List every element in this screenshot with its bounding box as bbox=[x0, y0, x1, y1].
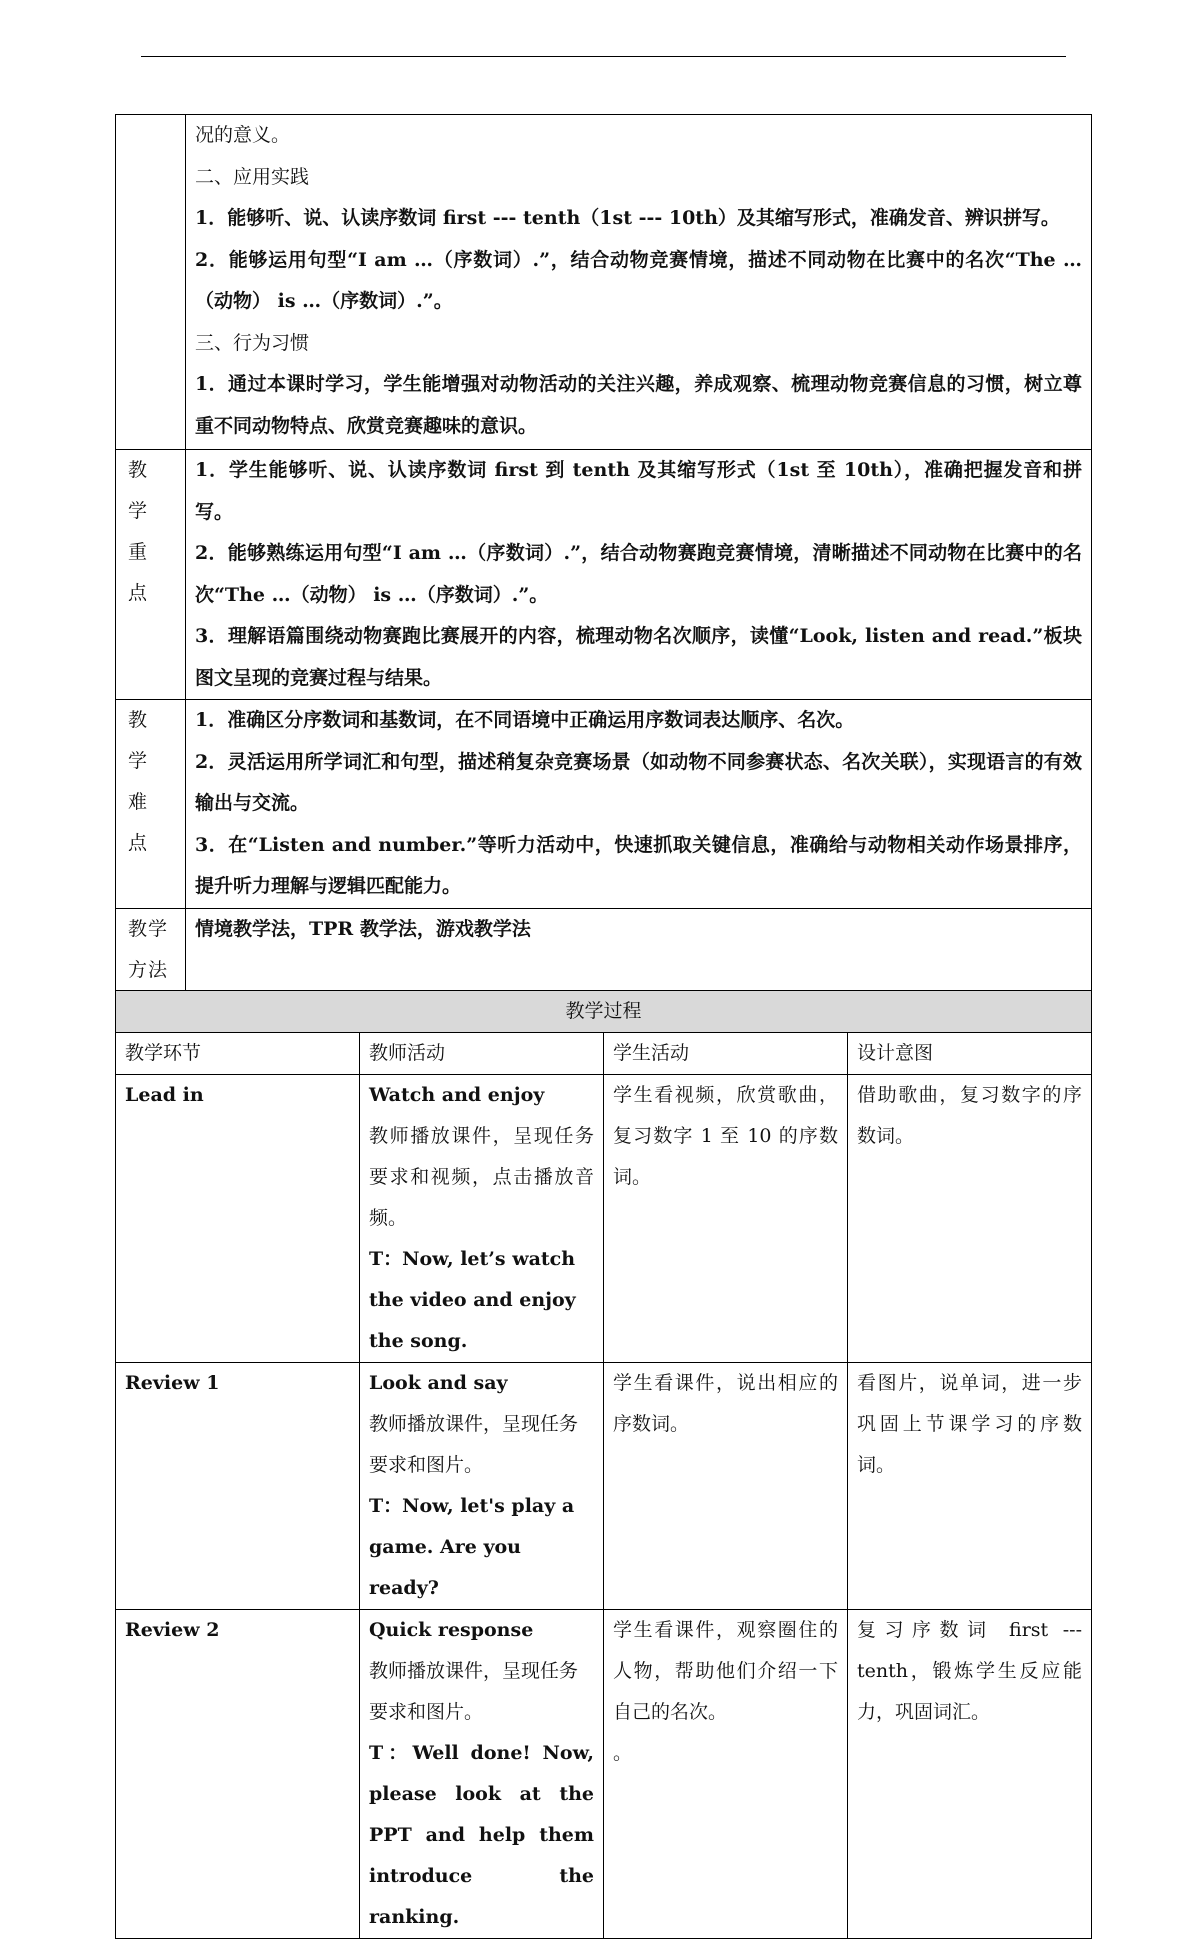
objective-line: 1．通过本课时学习，学生能增强对动物活动的关注兴趣，养成观察、梳理动物竞赛信息的习惯，树立尊重不同动物特点、欣赏竞赛趣味的意识。 bbox=[195, 373, 1082, 437]
student-activity-cell bbox=[604, 1610, 848, 1939]
activity-title: Watch and enjoy bbox=[369, 1084, 545, 1106]
teacher-activity-cell bbox=[360, 1610, 604, 1939]
methods-text: 情境教学法，TPR 教学法，游戏教学法 bbox=[195, 917, 531, 940]
stage-cell: Review 1 bbox=[116, 1363, 360, 1610]
difficulty-item: 3．在“Listen and number.”等听力活动中，快速抓取关键信息，准确给与动物相关动作场景排序，提升听力理解与逻辑匹配能力。 bbox=[195, 833, 1082, 897]
student-activity-cell: 学生看课件，说出相应的序数词。 bbox=[604, 1363, 848, 1610]
objective-heading: 三、行为习惯 bbox=[195, 331, 310, 354]
header-teacher: 教师活动 bbox=[360, 1033, 604, 1075]
objective-line: 况的意义。 bbox=[195, 124, 291, 146]
header-stage: 教学环节 bbox=[116, 1033, 360, 1075]
intent-cell: 复习序数词 first --- tenth，锻炼学生反应能力，巩固词汇。 bbox=[848, 1610, 1092, 1939]
stage-cell: Review 2 bbox=[116, 1610, 360, 1939]
difficulties-cell bbox=[186, 700, 1092, 909]
activity-dialog: T：Now, let's play a game. Are you ready? bbox=[369, 1495, 575, 1599]
student-activity-text: 学生看课件，观察圈住的人物，帮助他们介绍一下自己的名次。 bbox=[613, 1619, 838, 1723]
activity-dialog: T：Well done! Now, please look at the PPT and help them introduce the ranking. bbox=[369, 1742, 594, 1928]
activity-title: Quick response bbox=[369, 1619, 534, 1641]
activity-desc: 教师播放课件，呈现任务要求和图片。 bbox=[369, 1413, 579, 1476]
key-points-label: 教学重点 bbox=[116, 450, 186, 700]
table-row bbox=[116, 1363, 1092, 1610]
activity-desc: 教师播放课件，呈现任务要求和视频，点击播放音频。 bbox=[369, 1125, 594, 1229]
objectives-table bbox=[115, 114, 1092, 995]
key-point-item: 2．能够熟练运用句型“I am …（序数词）.”，结合动物赛跑竞赛情境，清晰描述不同动物在比赛中的名次“The …（动物） is …（序数词）.”。 bbox=[195, 542, 1082, 606]
header-student: 学生活动 bbox=[604, 1033, 848, 1075]
methods-cell bbox=[186, 908, 1092, 994]
table-row bbox=[116, 1610, 1092, 1939]
teacher-activity-cell bbox=[360, 1363, 604, 1610]
key-point-item: 1．学生能够听、说、认读序数词 first 到 tenth 及其缩写形式（1st 至 10th），准确把握发音和拼写。 bbox=[195, 459, 1082, 523]
difficulty-item: 1．准确区分序数词和基数词，在不同语境中正确运用序数词表达顺序、名次。 bbox=[195, 709, 855, 731]
intent-cell: 看图片，说单词，进一步巩固上节课学习的序数词。 bbox=[848, 1363, 1092, 1610]
objective-line: 1．能够听、说、认读序数词 first --- tenth（1st --- 10th）及其缩写形式，准确发音、辨识拼写。 bbox=[195, 207, 1060, 229]
key-point-item: 3．理解语篇围绕动物赛跑比赛展开的内容，梳理动物名次顺序，读懂“Look, listen and read.”板块图文呈现的竞赛过程与结果。 bbox=[195, 625, 1082, 689]
methods-label: 教学方法 bbox=[116, 908, 186, 994]
intent-cell: 借助歌曲，复习数字的序数词。 bbox=[848, 1075, 1092, 1363]
key-points-cell bbox=[186, 450, 1092, 700]
activity-title: Look and say bbox=[369, 1372, 508, 1394]
header-rule bbox=[141, 56, 1066, 57]
student-activity-extra: 。 bbox=[613, 1742, 633, 1764]
objectives-continuation-cell bbox=[186, 115, 1092, 450]
objective-heading: 二、应用实践 bbox=[195, 165, 310, 188]
stage-cell: Lead in bbox=[116, 1075, 360, 1363]
process-title: 教学过程 bbox=[116, 991, 1092, 1033]
teacher-activity-cell bbox=[360, 1075, 604, 1363]
activity-desc: 教师播放课件，呈现任务要求和图片。 bbox=[369, 1660, 579, 1723]
difficulties-label: 教学难点 bbox=[116, 700, 186, 909]
continuation-label-cell bbox=[116, 115, 186, 450]
header-intent: 设计意图 bbox=[848, 1033, 1092, 1075]
student-activity-cell: 学生看视频，欣赏歌曲，复习数字 1 至 10 的序数词。 bbox=[604, 1075, 848, 1363]
process-table bbox=[115, 990, 1092, 1939]
table-row bbox=[116, 1075, 1092, 1363]
difficulty-item: 2．灵活运用所学词汇和句型，描述稍复杂竞赛场景（如动物不同参赛状态、名次关联），实现语言的有效输出与交流。 bbox=[195, 750, 1082, 814]
objective-line: 2．能够运用句型“I am …（序数词）.”，结合动物竞赛情境，描述不同动物在比赛中的名次“The …（动物） is …（序数词）.”。 bbox=[195, 248, 1082, 312]
activity-dialog: T：Now, let’s watch the video and enjoy the song. bbox=[369, 1248, 576, 1352]
